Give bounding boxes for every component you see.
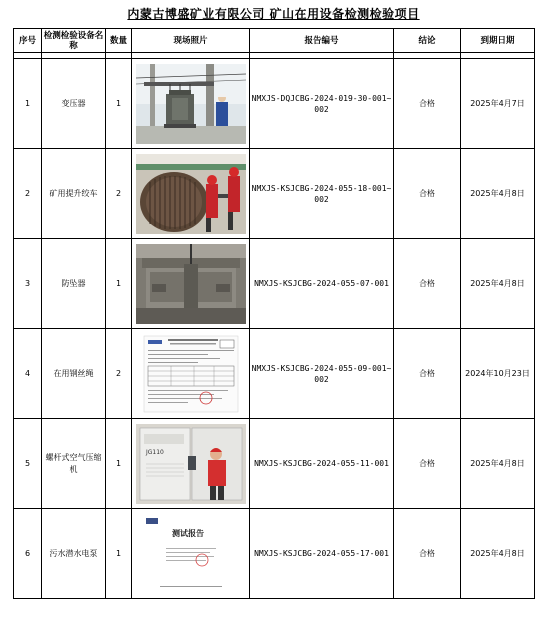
wire-rope-report-photo [136, 334, 246, 414]
photo-cell [132, 149, 250, 239]
header-name: 检测检验设备名称 [42, 29, 106, 53]
table-row [14, 419, 535, 509]
screw-compressor-photo [136, 424, 246, 504]
due-date: 2025年4月7日 [461, 59, 535, 149]
conclusion: 合格 [394, 509, 461, 599]
equipment-name: 在用钢丝绳 [42, 329, 106, 419]
hoist-winch-photo [136, 154, 246, 234]
conclusion: 合格 [394, 239, 461, 329]
report-number: NMXJS-KSJCBG-2024-055-09-001~002 [250, 329, 394, 419]
conclusion: 合格 [394, 329, 461, 419]
conclusion: 合格 [394, 419, 461, 509]
quantity: 1 [106, 419, 132, 509]
photo-cell [132, 419, 250, 509]
header-report-no: 报告编号 [250, 29, 394, 53]
report-number: NMXJS-KSJCBG-2024-055-18-001~002 [250, 149, 394, 239]
header-photo: 现场照片 [132, 29, 250, 53]
page-title: 内蒙古博盛矿业有限公司 矿山在用设备检测检验项目 [127, 7, 420, 21]
conclusion: 合格 [394, 59, 461, 149]
anti-fall-device-photo [136, 244, 246, 324]
quantity: 2 [106, 149, 132, 239]
row-index: 6 [14, 509, 42, 599]
due-date: 2025年4月8日 [461, 509, 535, 599]
due-date: 2025年4月8日 [461, 419, 535, 509]
equipment-name: 变压器 [42, 59, 106, 149]
test-report-photo [136, 514, 246, 594]
report-heading: 测试报告 [171, 527, 204, 538]
quantity: 1 [106, 239, 132, 329]
header-index: 序号 [14, 29, 42, 53]
quantity: 1 [106, 59, 132, 149]
table-row [14, 149, 535, 239]
equipment-name: 螺杆式空气压缩机 [42, 419, 106, 509]
header-quantity: 数量 [106, 29, 132, 53]
report-number: NMXJS-DQJCBG-2024-019-30-001~002 [250, 59, 394, 149]
report-number: NMXJS-KSJCBG-2024-055-07-001 [250, 239, 394, 329]
equipment-name: 矿用提升绞车 [42, 149, 106, 239]
table-row [14, 239, 535, 329]
row-index: 4 [14, 329, 42, 419]
table-header-row [14, 29, 535, 53]
photo-cell [132, 239, 250, 329]
compressor-label: JG110 [145, 448, 164, 456]
quantity: 2 [106, 329, 132, 419]
table-row [14, 329, 535, 419]
row-index: 5 [14, 419, 42, 509]
photo-cell [132, 59, 250, 149]
transformer-photo [136, 64, 246, 144]
row-index: 2 [14, 149, 42, 239]
inspection-table [13, 28, 535, 599]
table-row [14, 509, 535, 599]
due-date: 2024年10月23日 [461, 329, 535, 419]
quantity: 1 [106, 509, 132, 599]
equipment-name: 污水潜水电泵 [42, 509, 106, 599]
table-row [14, 59, 535, 149]
conclusion: 合格 [394, 149, 461, 239]
report-number: NMXJS-KSJCBG-2024-055-17-001 [250, 509, 394, 599]
row-index: 3 [14, 239, 42, 329]
header-due-date: 到期日期 [461, 29, 535, 53]
photo-cell [132, 329, 250, 419]
row-index: 1 [14, 59, 42, 149]
photo-cell [132, 509, 250, 599]
header-conclusion: 结论 [394, 29, 461, 53]
report-number: NMXJS-KSJCBG-2024-055-11-001 [250, 419, 394, 509]
due-date: 2025年4月8日 [461, 239, 535, 329]
equipment-name: 防坠器 [42, 239, 106, 329]
due-date: 2025年4月8日 [461, 149, 535, 239]
